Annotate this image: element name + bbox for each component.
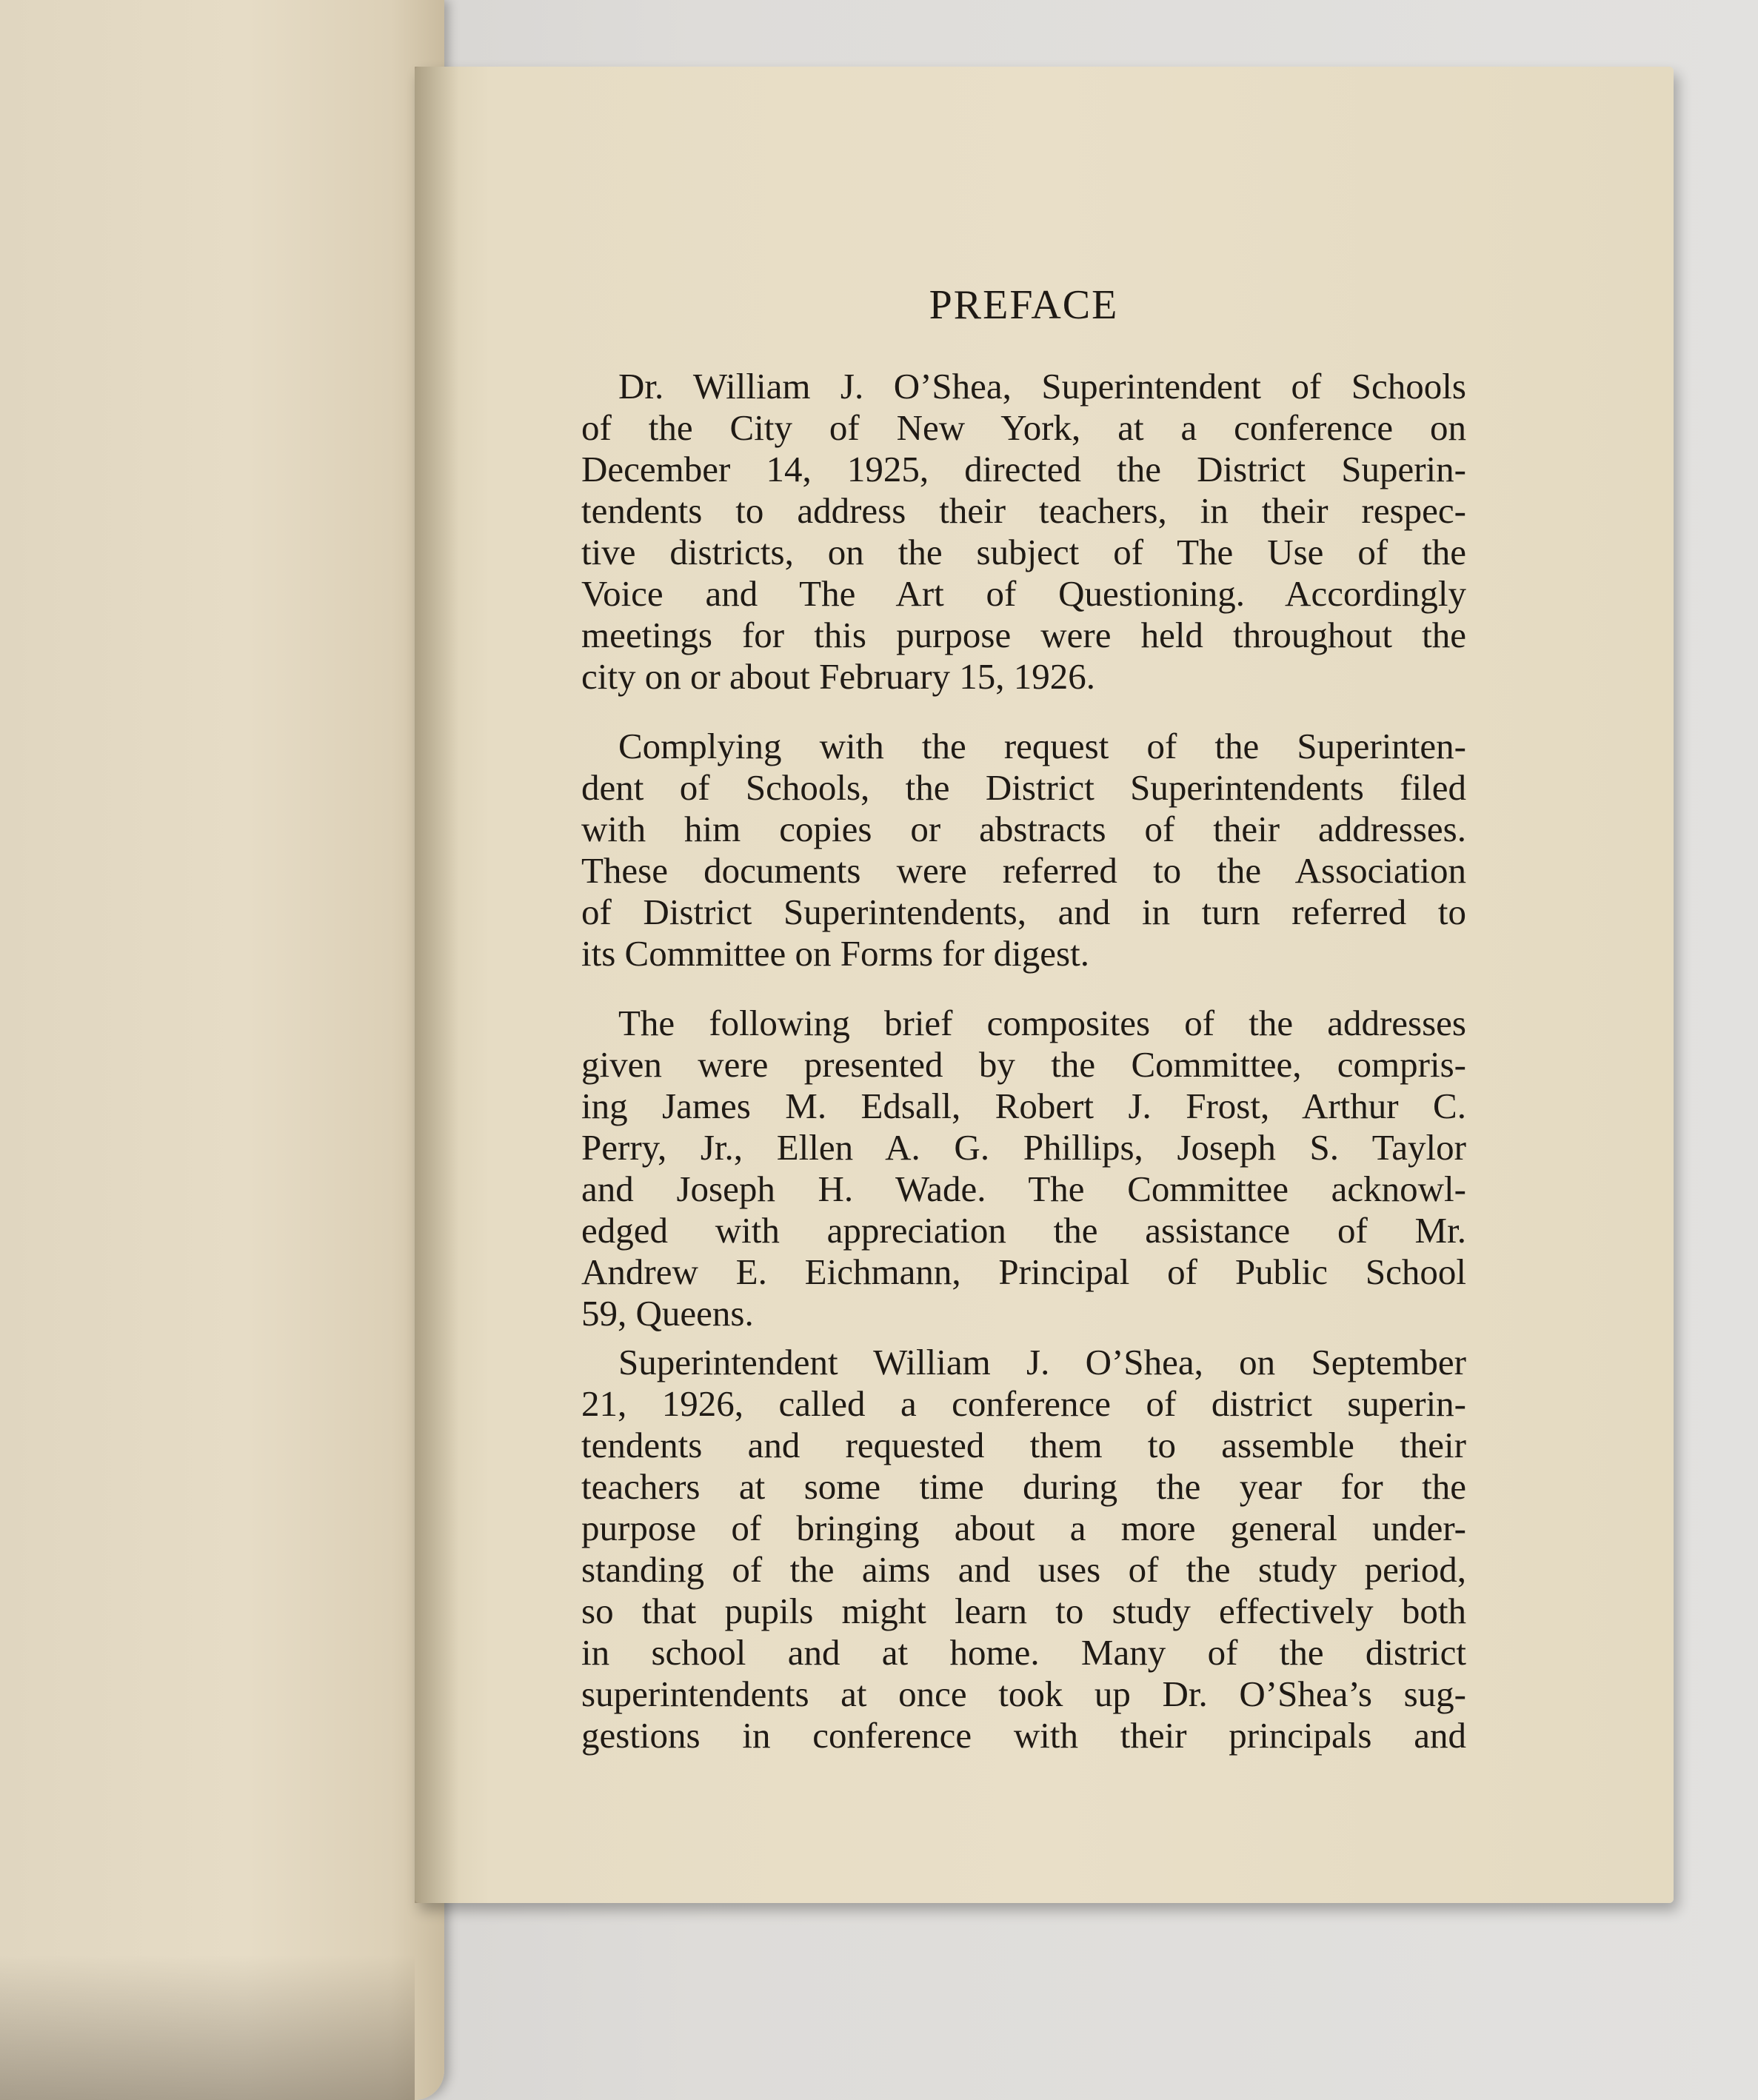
text-line: Dr. William J. O’Shea, Superintendent of Schools — [618, 366, 1466, 407]
text-line: tendents and requested them to assemble their — [581, 1425, 1466, 1465]
text-line: purpose of bringing about a more general under- — [581, 1508, 1466, 1548]
text-line: of District Superintendents, and in turn referred to — [581, 892, 1466, 932]
text-line: standing of the aims and uses of the study period, — [581, 1549, 1466, 1590]
text-line: Superintendent William J. O’Shea, on September — [618, 1342, 1466, 1382]
text-line: edged with appreciation the assistance of Mr. — [581, 1210, 1466, 1251]
preface-page — [415, 67, 1674, 1903]
page-heading: PREFACE — [929, 282, 1119, 328]
text-line: teachers at some time during the year for the — [581, 1466, 1466, 1507]
text-line: and Joseph H. Wade. The Committee acknowl- — [581, 1168, 1466, 1209]
text-line: dent of Schools, the District Superintendents filed — [581, 767, 1466, 808]
text-line: December 14, 1925, directed the District Superin- — [581, 449, 1466, 489]
text-line: city on or about February 15, 1926. — [581, 656, 1096, 697]
text-line: 59, Queens. — [581, 1293, 754, 1334]
text-line: gestions in conference with their principals and — [581, 1715, 1466, 1756]
text-line: so that pupils might learn to study effectively both — [581, 1591, 1466, 1631]
preface-text — [581, 281, 1466, 1785]
text-line: Andrew E. Eichmann, Principal of Public School — [581, 1251, 1466, 1292]
text-line: The following brief composites of the addresses — [618, 1003, 1466, 1043]
page-curl-shadow — [0, 1955, 415, 2100]
text-line: its Committee on Forms for digest. — [581, 933, 1089, 974]
text-line: Perry, Jr., Ellen A. G. Phillips, Joseph S. Taylor — [581, 1127, 1466, 1168]
left-facing-page — [0, 0, 444, 2100]
paragraph-1 — [581, 366, 1466, 698]
paragraph-3 — [581, 1003, 1466, 1334]
text-line: with him copies or abstracts of their addresses. — [581, 809, 1466, 849]
paragraph-4 — [581, 1342, 1466, 1756]
paragraph-2 — [581, 726, 1466, 974]
text-line: Voice and The Art of Questioning. Accordingly — [581, 573, 1466, 614]
spine-shadow — [415, 67, 459, 1903]
text-line: These documents were referred to the Association — [581, 850, 1466, 891]
text-line: in school and at home. Many of the district — [581, 1632, 1466, 1673]
text-line: given were presented by the Committee, compris- — [581, 1044, 1466, 1085]
text-line: tive districts, on the subject of The Use of the — [581, 532, 1466, 572]
text-line: tendents to address their teachers, in their respec- — [581, 490, 1466, 531]
text-line: ing James M. Edsall, Robert J. Frost, Arthur C. — [581, 1086, 1466, 1126]
text-line: 21, 1926, called a conference of district superin- — [581, 1383, 1466, 1424]
text-line: meetings for this purpose were held throughout the — [581, 615, 1466, 655]
text-line: of the City of New York, at a conference on — [581, 407, 1466, 448]
text-line: Complying with the request of the Superinten- — [618, 726, 1466, 766]
text-line: superintendents at once took up Dr. O’Shea’s sug- — [581, 1673, 1466, 1714]
